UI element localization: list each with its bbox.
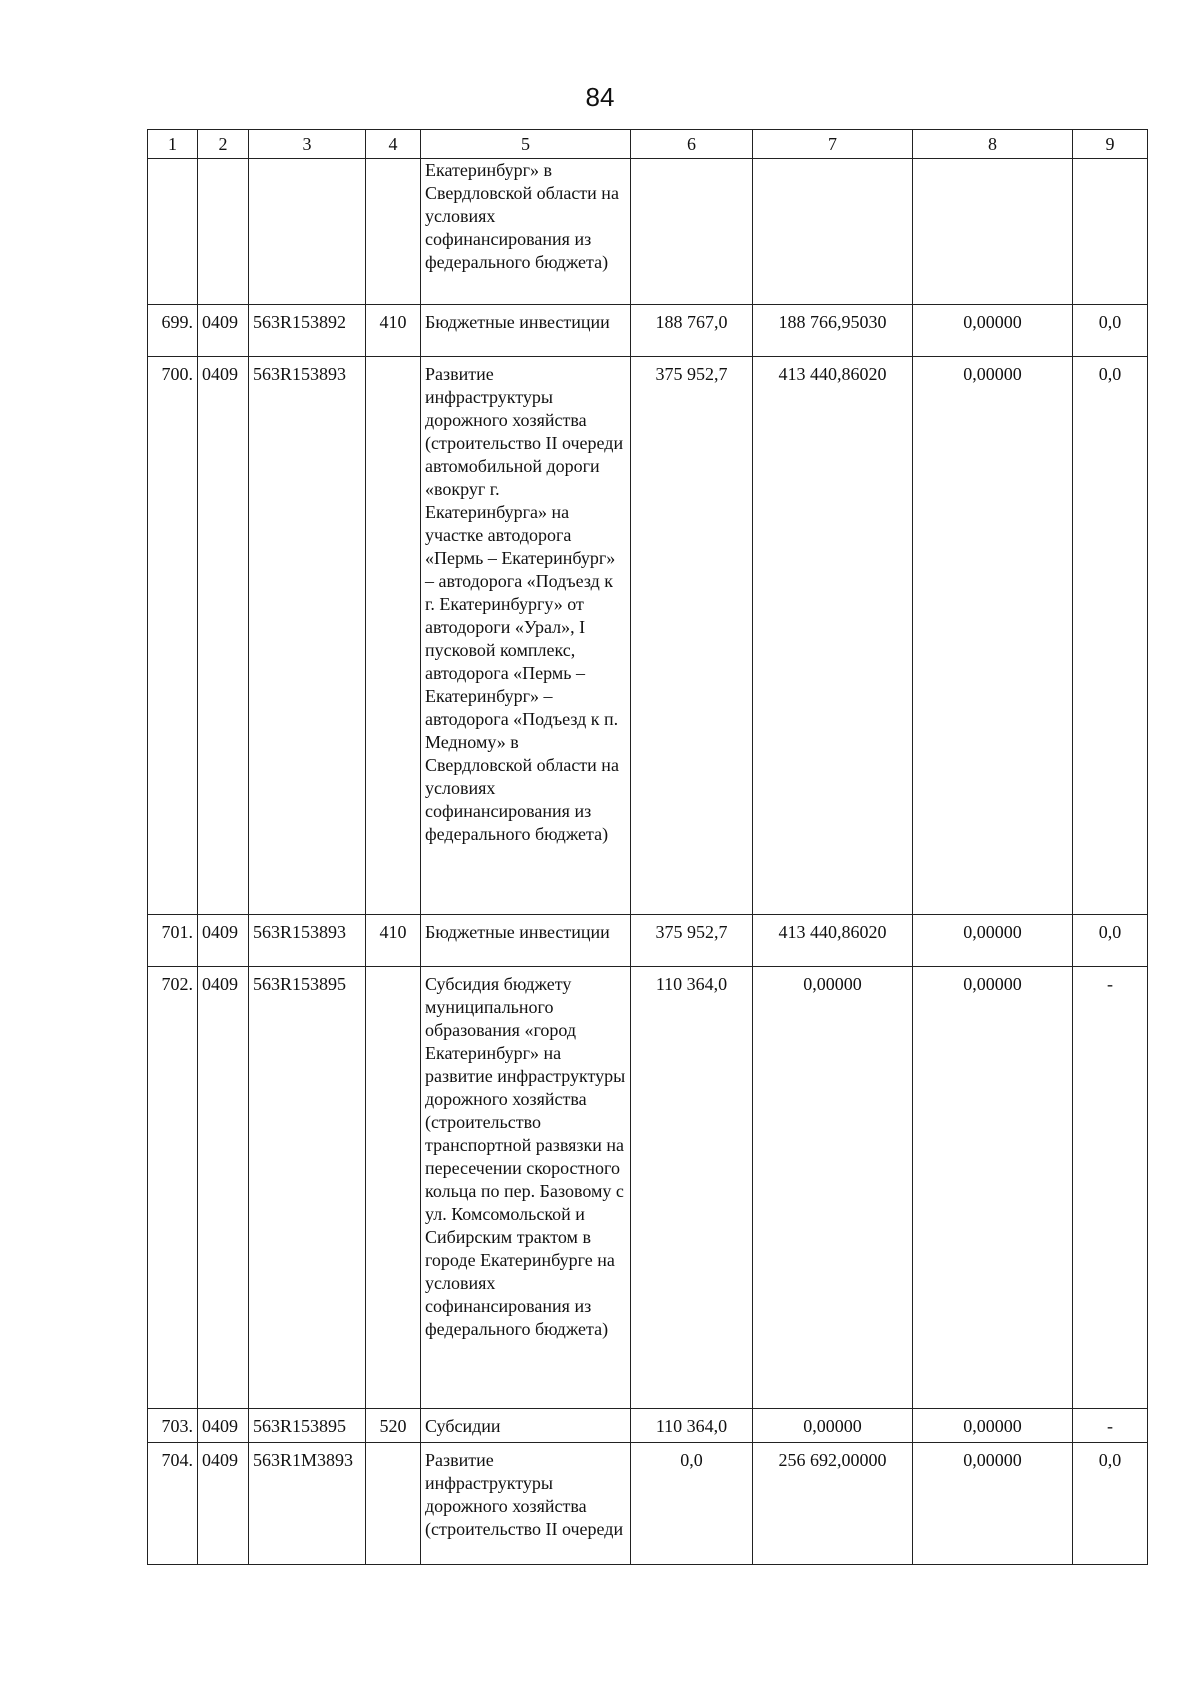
value-col9: 0,0: [1073, 357, 1148, 915]
section-code: 0409: [198, 967, 249, 1409]
table-row: [148, 1409, 1148, 1443]
header-cell: 5: [421, 130, 631, 159]
value-col8: 0,00000: [913, 357, 1073, 915]
section-code: 0409: [198, 357, 249, 915]
value-col7: 0,00000: [753, 967, 913, 1409]
expense-type: [366, 357, 421, 915]
description: Бюджетные инвестиции: [421, 915, 631, 967]
value-col6: 375 952,7: [631, 357, 753, 915]
target-code: 563R153892: [249, 305, 366, 357]
value-col7: 413 440,86020: [753, 357, 913, 915]
value-col6: 188 767,0: [631, 305, 753, 357]
value-col6: 110 364,0: [631, 967, 753, 1409]
header-cell: 6: [631, 130, 753, 159]
value-col9: 0,0: [1073, 915, 1148, 967]
header-cell: 3: [249, 130, 366, 159]
row-number: 700.: [148, 357, 198, 915]
description: Развитие инфраструктуры дорожного хозяйства (строительство II очереди: [421, 1443, 631, 1565]
table-row: [148, 967, 1148, 1409]
page-number: 84: [585, 82, 615, 112]
value-col9: -: [1073, 967, 1148, 1409]
value-col8: 0,00000: [913, 915, 1073, 967]
row-number: 702.: [148, 967, 198, 1409]
table-row: [148, 159, 1148, 305]
row-number: [148, 159, 198, 305]
value-col6: 0,0: [631, 1443, 753, 1565]
value-col6: 110 364,0: [631, 1409, 753, 1443]
description: Екатеринбург» в Свердловской области на условиях софинансирования из федерального бюджета): [421, 159, 631, 305]
value-col8: 0,00000: [913, 967, 1073, 1409]
value-col7: 0,00000: [753, 1409, 913, 1443]
value-col9: 0,0: [1073, 305, 1148, 357]
table-row: [148, 915, 1148, 967]
value-col7: [753, 159, 913, 305]
header-cell: 8: [913, 130, 1073, 159]
row-number: 704.: [148, 1443, 198, 1565]
value-col9: -: [1073, 1409, 1148, 1443]
expense-type: [366, 1443, 421, 1565]
table-row: [148, 1443, 1148, 1565]
value-col6: 375 952,7: [631, 915, 753, 967]
row-number: 703.: [148, 1409, 198, 1443]
expense-type: 410: [366, 915, 421, 967]
description: Развитие инфраструктуры дорожного хозяйства (строительство II очереди автомобильной дороги «вокруг г. Екатеринбурга» на участке автодорога «Пермь – Екатеринбург» – автодорога «Подъезд к г. Екатеринбургу» от автодороги «Урал», I пусковой комплекс, автодорога «Пермь – Екатеринбург» – автодорога «Подъезд к п. Медному» в Свердловской области на условиях софинансирования из федерального бюджета): [421, 357, 631, 915]
target-code: 563R153893: [249, 915, 366, 967]
header-cell: 1: [148, 130, 198, 159]
expense-type: [366, 967, 421, 1409]
description: Субсидия бюджету муниципального образования «город Екатеринбург» на развитие инфраструктуры дорожного хозяйства (строительство транспортной развязки на пересечении скоростного кольца по пер. Базовому с ул. Комсомольской и Сибирским трактом в городе Екатеринбурге на условиях софинансирования из федерального бюджета): [421, 967, 631, 1409]
header-cell: 7: [753, 130, 913, 159]
table-row: [148, 357, 1148, 915]
budget-table: [147, 129, 1148, 1565]
target-code: 563R153893: [249, 357, 366, 915]
section-code: [198, 159, 249, 305]
value-col8: 0,00000: [913, 1443, 1073, 1565]
value-col8: [913, 159, 1073, 305]
description: Субсидии: [421, 1409, 631, 1443]
header-cell: 4: [366, 130, 421, 159]
section-code: 0409: [198, 305, 249, 357]
row-number: 701.: [148, 915, 198, 967]
target-code: 563R153895: [249, 1409, 366, 1443]
target-code: 563R153895: [249, 967, 366, 1409]
target-code: 563R1M3893: [249, 1443, 366, 1565]
header-cell: 9: [1073, 130, 1148, 159]
header-row: [148, 130, 1148, 159]
value-col6: [631, 159, 753, 305]
section-code: 0409: [198, 915, 249, 967]
value-col7: 256 692,00000: [753, 1443, 913, 1565]
section-code: 0409: [198, 1409, 249, 1443]
expense-type: 410: [366, 305, 421, 357]
target-code: [249, 159, 366, 305]
expense-type: [366, 159, 421, 305]
header-cell: 2: [198, 130, 249, 159]
value-col8: 0,00000: [913, 1409, 1073, 1443]
value-col9: [1073, 159, 1148, 305]
value-col7: 188 766,95030: [753, 305, 913, 357]
value-col7: 413 440,86020: [753, 915, 913, 967]
value-col9: 0,0: [1073, 1443, 1148, 1565]
description: Бюджетные инвестиции: [421, 305, 631, 357]
table-row: [148, 305, 1148, 357]
section-code: 0409: [198, 1443, 249, 1565]
value-col8: 0,00000: [913, 305, 1073, 357]
row-number: 699.: [148, 305, 198, 357]
expense-type: 520: [366, 1409, 421, 1443]
